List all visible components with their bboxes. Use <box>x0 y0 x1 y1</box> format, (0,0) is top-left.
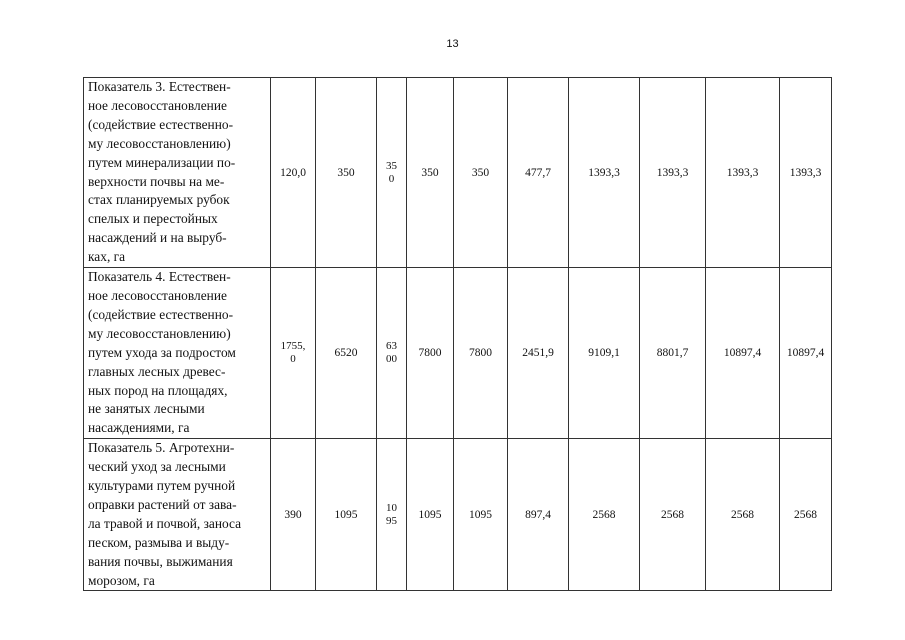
value-cell: 1095 <box>454 439 508 591</box>
indicator-table <box>83 77 832 591</box>
value-cell: 1393,3 <box>640 78 706 268</box>
table-row <box>84 268 832 439</box>
value-cell: 1095 <box>316 439 377 591</box>
value-cell: 2568 <box>780 439 832 591</box>
table-row <box>84 439 832 591</box>
value-cell: 390 <box>271 439 316 591</box>
value-cell: 8801,7 <box>640 268 706 439</box>
value-cell: 2451,9 <box>508 268 569 439</box>
indicator-label-cell: Показатель 5. Агротехни- ческий уход за лесными культурами путем ручной оправки растений от зава- ла травой и почвой, заноса песком, размыва и выду- вания почвы, выжимания морозом, га <box>84 439 271 591</box>
value-cell: 897,4 <box>508 439 569 591</box>
value-cell: 35 0 <box>377 78 407 268</box>
value-cell: 2568 <box>569 439 640 591</box>
value-cell: 120,0 <box>271 78 316 268</box>
value-cell: 350 <box>454 78 508 268</box>
value-cell: 10897,4 <box>706 268 780 439</box>
value-cell: 1393,3 <box>706 78 780 268</box>
value-cell: 7800 <box>454 268 508 439</box>
value-cell: 477,7 <box>508 78 569 268</box>
value-cell: 10 95 <box>377 439 407 591</box>
indicator-label-cell: Показатель 3. Естествен- ное лесовосстановление (содействие естественно- му лесовосстановлению) путем минерализации по- верхности почвы на ме- стах планируемых рубок спелых и перестойных насаждений и на выруб- ках, га <box>84 78 271 268</box>
value-cell: 1393,3 <box>780 78 832 268</box>
value-cell: 350 <box>407 78 454 268</box>
value-cell: 7800 <box>407 268 454 439</box>
value-cell: 1095 <box>407 439 454 591</box>
value-cell: 1393,3 <box>569 78 640 268</box>
value-cell: 350 <box>316 78 377 268</box>
value-cell: 2568 <box>706 439 780 591</box>
value-cell: 9109,1 <box>569 268 640 439</box>
value-cell: 1755, 0 <box>271 268 316 439</box>
value-cell: 63 00 <box>377 268 407 439</box>
indicator-label-cell: Показатель 4. Естествен- ное лесовосстановление (содействие естественно- му лесовосстановлению) путем ухода за подростом главных лесных древес- ных пород на площадях, не занятых лесными насаждениями, га <box>84 268 271 439</box>
value-cell: 2568 <box>640 439 706 591</box>
value-cell: 10897,4 <box>780 268 832 439</box>
page-number: 13 <box>446 38 459 50</box>
table-row <box>84 78 832 268</box>
value-cell: 6520 <box>316 268 377 439</box>
